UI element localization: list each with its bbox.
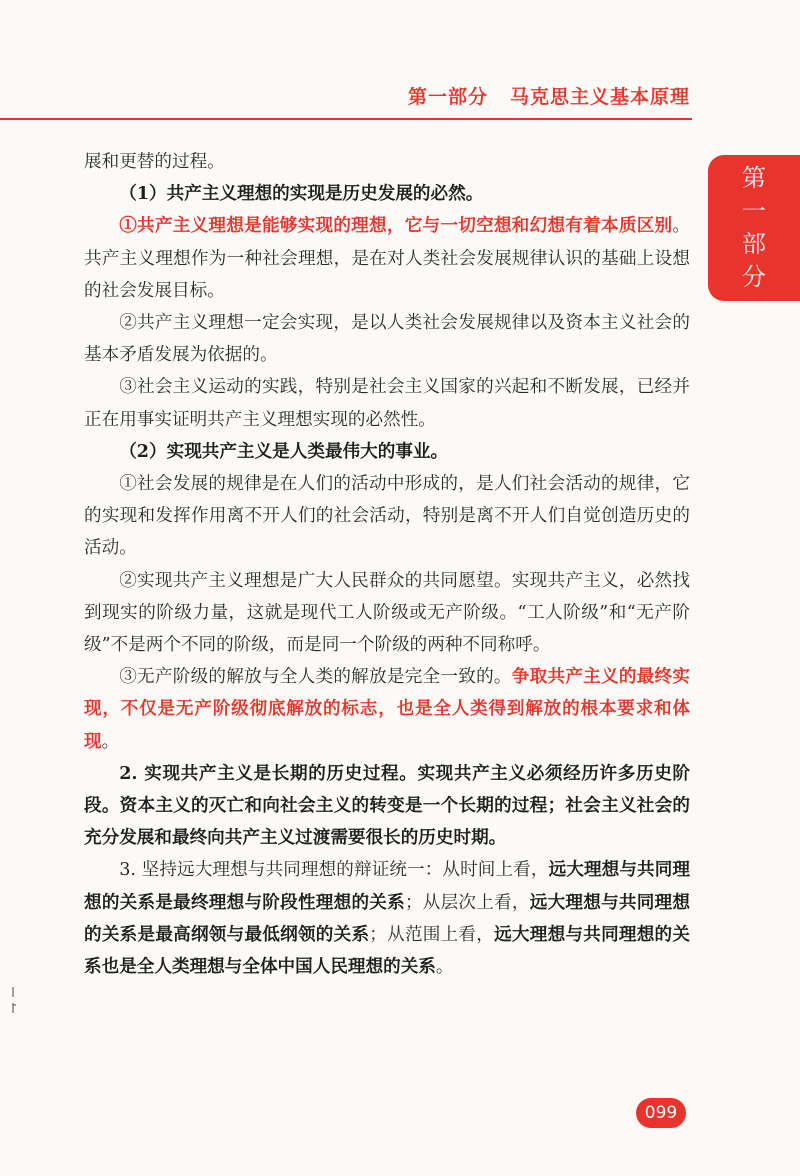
paragraph: ②实现共产主义理想是广大人民群众的共同愿望。实现共产主义，必然找到现实的阶级力量，这就是现代工人阶级或无产阶级。“工人阶级”和“无产阶级”不是两个不同的阶级，而是同一个阶级的两种不同称呼。	[84, 570, 690, 656]
paragraph-text: 。	[435, 957, 454, 978]
bold-text: 远大理想与共同理想的关系也是全人类理想与全体中国人民理想的关系	[84, 923, 690, 978]
running-header	[0, 82, 690, 116]
binding-mark	[11, 985, 17, 1015]
binding-mark-icon	[11, 985, 17, 1015]
paragraph-text: ③无产阶级的解放与全人类的解放是完全一致的。	[119, 667, 512, 688]
side-tab-char: 一	[742, 197, 766, 225]
header-title: 马克思主义基本原理	[509, 86, 690, 108]
paragraph	[84, 661, 690, 758]
side-tab-char: 第	[742, 164, 766, 192]
section-side-tab	[708, 155, 800, 301]
subheading: （2）实现共产主义是人类最伟大的事业。	[119, 440, 449, 462]
paragraph: 展和更替的过程。	[84, 152, 225, 172]
paragraph: ②共产主义理想一定会实现，是以人类社会发展规律以及资本主义社会的基本矛盾发展为依据的。	[84, 313, 690, 366]
paragraph: ①社会发展的规律是在人们的活动中形成的，是人们社会活动的规律，它的实现和发挥作用离不开人们的社会活动，特别是离不开人们自觉创造历史的活动。	[84, 474, 690, 559]
highlight-text: ①共产主义理想是能够实现的理想，它与一切空想和幻想有着本质区别	[119, 215, 673, 237]
subheading: （1）共产主义理想的实现是历史发展的必然。	[119, 183, 484, 205]
paragraph-text: 。	[101, 731, 120, 752]
header-part: 第一部分	[407, 86, 488, 108]
header-rule	[0, 118, 692, 120]
paragraph	[84, 854, 690, 983]
paragraph-text: ；从层次上看，	[404, 892, 530, 913]
side-tab-char: 分	[742, 263, 766, 291]
paragraph-text: 。共产主义理想作为一种社会理想，是在对人类社会发展规律认识的基础上设想的社会发展目标。	[84, 216, 690, 301]
page-number: 099	[636, 1098, 686, 1128]
bold-paragraph: 2. 实现共产主义是长期的历史过程。实现共产主义必须经历许多历史阶段。资本主义的灭亡和向社会主义的转变是一个长期的过程；社会主义社会的充分发展和最终向共产主义过渡需要很长的历史时期。	[84, 762, 690, 849]
side-tab-char: 部	[742, 230, 766, 258]
paragraph	[84, 210, 690, 307]
bold-text: 远大理想与共同理想的关系是最终理想与阶段性理想的关系	[84, 859, 690, 913]
paragraph-text: 3. 坚持远大理想与共同理想的辩证统一：从时间上看，	[119, 860, 549, 881]
paragraph: ③社会主义运动的实践，特别是社会主义国家的兴起和不断发展，已经并正在用事实证明共产主义理想实现的必然性。	[84, 377, 690, 430]
highlight-text: 争取共产主义的最终实现，不仅是无产阶级彻底解放的标志，也是全人类得到解放的根本要求和体现	[84, 666, 690, 752]
page-body	[84, 146, 690, 983]
bold-text: 远大理想与共同理想的关系是最高纲领与最低纲领的关系	[84, 891, 690, 945]
paragraph-text: ；从范围上看，	[369, 924, 495, 945]
